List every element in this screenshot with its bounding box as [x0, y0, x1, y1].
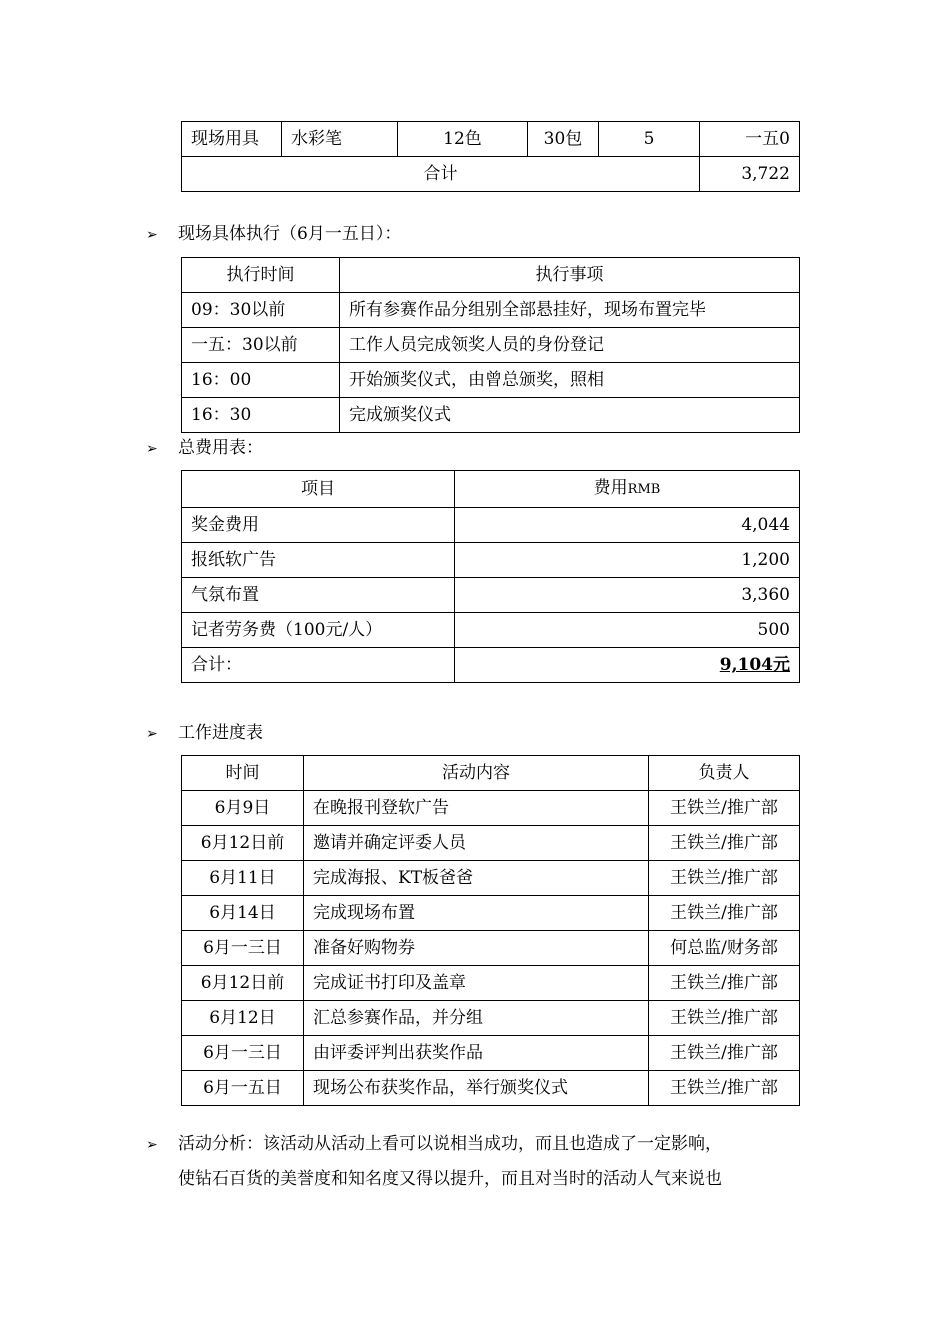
column-header: 负责人: [649, 756, 800, 791]
table-header-row: [182, 258, 800, 293]
table-cell: 6月一三日: [182, 931, 304, 966]
table-cell: 一五：30以前: [182, 328, 340, 363]
table-cell: 6月12日: [182, 1001, 304, 1036]
table-cell: 6月12日前: [182, 966, 304, 1001]
table-cell: 奖金费用: [182, 508, 455, 543]
activity-analysis-paragraph: [146, 1127, 826, 1197]
table-cell: 王铁兰/推广部: [649, 896, 800, 931]
paragraph-line: [146, 1162, 826, 1197]
section-execution-heading: [146, 221, 401, 247]
table-row: [182, 543, 800, 578]
section-title: 工作进度表: [178, 723, 263, 743]
table-cell: 王铁兰/推广部: [649, 966, 800, 1001]
column-header: 活动内容: [304, 756, 649, 791]
column-header: 执行事项: [340, 258, 800, 293]
table-cell: 王铁兰/推广部: [649, 1001, 800, 1036]
cost-total-amount: 9,104元: [719, 655, 790, 675]
table-row: [182, 578, 800, 613]
section-progress-heading: [146, 720, 263, 746]
supplies-table: [181, 121, 800, 192]
supplies-item: 水彩笔: [282, 122, 398, 157]
arrow-bullet-icon: ➢: [146, 1137, 158, 1153]
table-row: [182, 1071, 800, 1106]
table-cell: 报纸软广告: [182, 543, 455, 578]
analysis-line-2: 使钻石百货的美誉度和知名度又得以提升，而且对当时的活动人气来说也: [178, 1169, 722, 1189]
table-row: [182, 363, 800, 398]
table-cell: 完成颁奖仪式: [340, 398, 800, 433]
column-header: 执行时间: [182, 258, 340, 293]
arrow-bullet-icon: ➢: [146, 441, 158, 457]
analysis-line-1: 活动分析：该活动从活动上看可以说相当成功，而且也造成了一定影响，: [178, 1134, 722, 1154]
table-row: [182, 791, 800, 826]
table-cell: 由评委评判出获奖作品: [304, 1036, 649, 1071]
table-cell: 在晚报刊登软广告: [304, 791, 649, 826]
table-cell: 何总监/财务部: [649, 931, 800, 966]
table-cell: 6月9日: [182, 791, 304, 826]
table-row: [182, 1001, 800, 1036]
table-header-row: [182, 756, 800, 791]
table-cell: 现场公布获奖作品，举行颁奖仪式: [304, 1071, 649, 1106]
table-row: [182, 896, 800, 931]
cost-header-label: 费用: [593, 478, 628, 498]
supplies-total-label: 合计: [182, 157, 700, 192]
table-row: [182, 328, 800, 363]
table-row: [182, 508, 800, 543]
table-cell: 6月一三日: [182, 1036, 304, 1071]
table-cell: 6月12日前: [182, 826, 304, 861]
table-row: [182, 648, 800, 683]
table-cell: 完成证书打印及盖章: [304, 966, 649, 1001]
work-progress-table: [181, 755, 800, 1106]
total-cost-table: [181, 470, 800, 683]
table-cell: 完成现场布置: [304, 896, 649, 931]
arrow-bullet-icon: ➢: [146, 227, 158, 243]
column-header: [455, 471, 800, 508]
supplies-spec: 12色: [398, 122, 528, 157]
table-cell: 16：00: [182, 363, 340, 398]
table-cell: 所有参赛作品分组别全部悬挂好，现场布置完毕: [340, 293, 800, 328]
table-cell: 工作人员完成领奖人员的身份登记: [340, 328, 800, 363]
table-cell: 1,200: [455, 543, 800, 578]
table-header-row: [182, 471, 800, 508]
table-row: [182, 122, 800, 157]
table-row: [182, 157, 800, 192]
column-header: 项目: [182, 471, 455, 508]
cost-total-label: 合计：: [182, 648, 455, 683]
supplies-qty: 30包: [528, 122, 599, 157]
table-cell: 500: [455, 613, 800, 648]
table-cell: 气氛布置: [182, 578, 455, 613]
supplies-price: 5: [599, 122, 700, 157]
table-cell: 16：30: [182, 398, 340, 433]
execution-schedule-table: [181, 257, 800, 433]
table-cell: 记者劳务费（100元/人）: [182, 613, 455, 648]
table-cell: 4,044: [455, 508, 800, 543]
section-cost-heading: [146, 435, 263, 461]
table-cell: 开始颁奖仪式，由曾总颁奖，照相: [340, 363, 800, 398]
supplies-category: 现场用具: [182, 122, 282, 157]
table-cell: 09：30以前: [182, 293, 340, 328]
supplies-total-value: 3,722: [700, 157, 800, 192]
table-cell: 王铁兰/推广部: [649, 861, 800, 896]
paragraph-line: [146, 1127, 826, 1162]
supplies-amount: 一五0: [700, 122, 800, 157]
arrow-bullet-icon: ➢: [146, 726, 158, 742]
table-cell: 汇总参赛作品，并分组: [304, 1001, 649, 1036]
cost-total-value: [455, 648, 800, 683]
table-row: [182, 398, 800, 433]
table-cell: 6月14日: [182, 896, 304, 931]
table-cell: 准备好购物券: [304, 931, 649, 966]
table-row: [182, 613, 800, 648]
table-cell: 3,360: [455, 578, 800, 613]
table-row: [182, 931, 800, 966]
table-cell: 王铁兰/推广部: [649, 826, 800, 861]
table-cell: 王铁兰/推广部: [649, 1071, 800, 1106]
section-title: 总费用表：: [178, 438, 263, 458]
table-cell: 6月11日: [182, 861, 304, 896]
table-row: [182, 293, 800, 328]
table-cell: 6月一五日: [182, 1071, 304, 1106]
section-title: 现场具体执行（6月一五日）：: [178, 224, 402, 244]
column-header: 时间: [182, 756, 304, 791]
table-row: [182, 861, 800, 896]
table-cell: 邀请并确定评委人员: [304, 826, 649, 861]
table-row: [182, 1036, 800, 1071]
table-cell: 王铁兰/推广部: [649, 791, 800, 826]
currency-unit: RMB: [627, 482, 661, 497]
table-cell: 完成海报、KT板爸爸: [304, 861, 649, 896]
table-row: [182, 826, 800, 861]
table-cell: 王铁兰/推广部: [649, 1036, 800, 1071]
table-row: [182, 966, 800, 1001]
